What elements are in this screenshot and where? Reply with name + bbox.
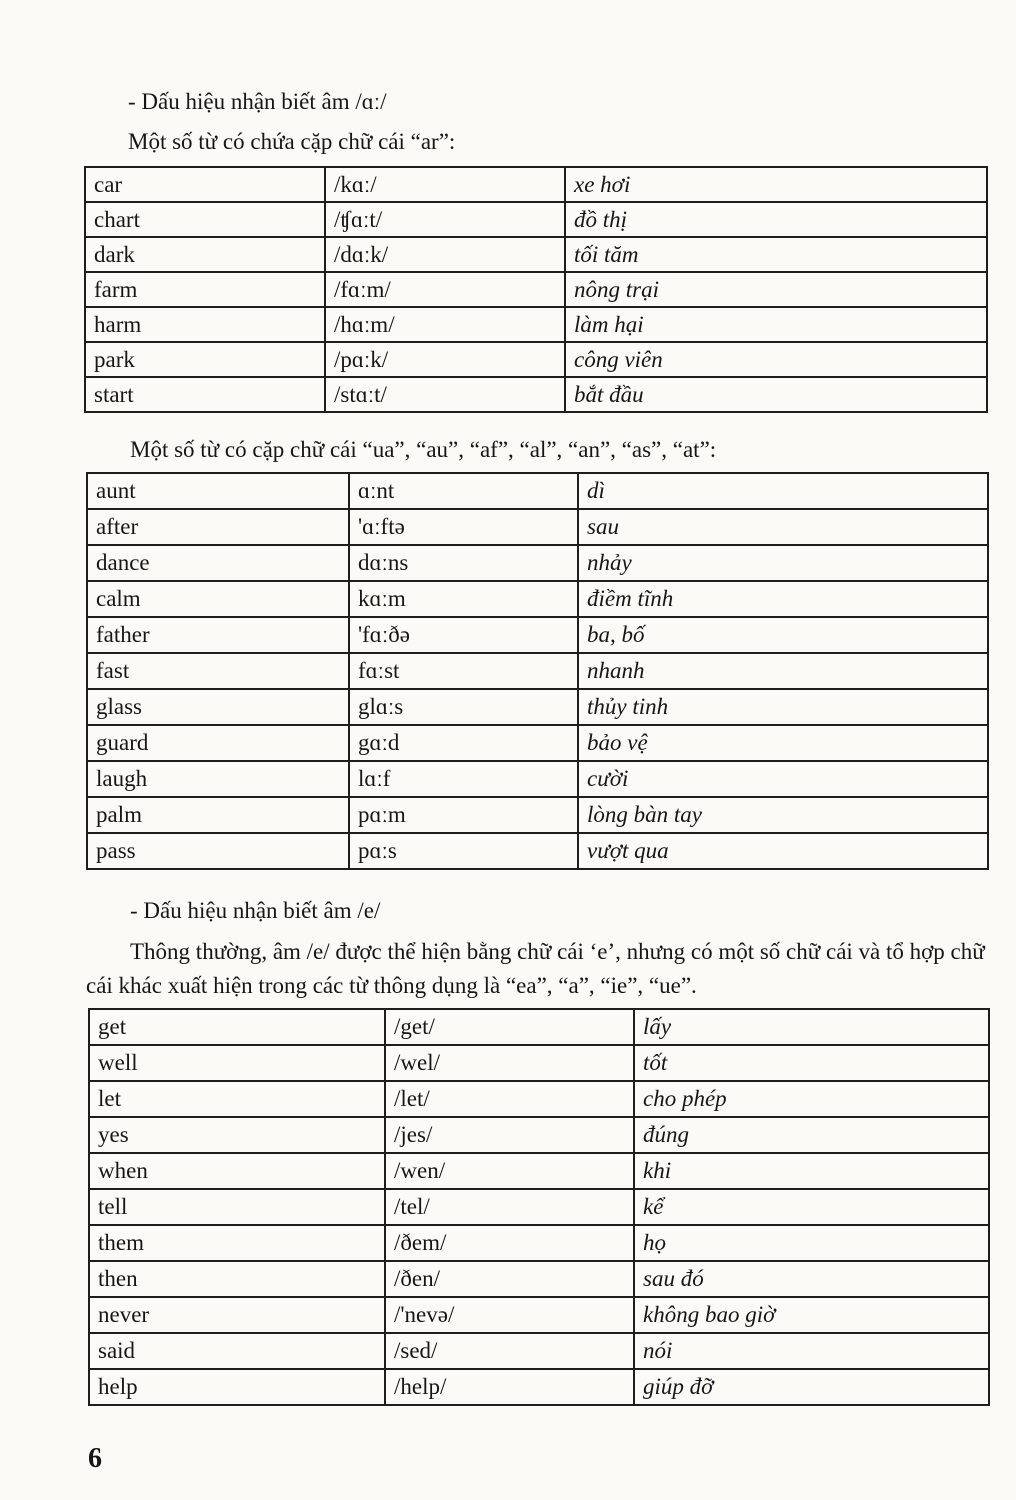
ipa-cell: ɑːnt [349,473,578,509]
ipa-cell: /pɑːk/ [325,342,565,377]
ipa-cell: /stɑːt/ [325,377,565,412]
word-cell: palm [87,797,349,833]
word-cell: when [89,1153,385,1189]
ipa-cell: /ʧɑːt/ [325,202,565,237]
table-row [89,1117,989,1153]
section-heading-e: - Dấu hiệu nhận biết âm /e/ [130,898,381,923]
table-row [85,237,987,272]
ipa-cell: /wel/ [385,1045,634,1081]
ipa-cell: /wen/ [385,1153,634,1189]
ipa-cell: /tel/ [385,1189,634,1225]
meaning-cell: xe hơi [565,167,987,202]
ipa-cell: /dɑːk/ [325,237,565,272]
word-cell: aunt [87,473,349,509]
table-row [87,509,988,545]
meaning-cell: tốt [634,1045,989,1081]
word-cell: dance [87,545,349,581]
intro-ar: Một số từ có chứa cặp chữ cái “ar”: [128,129,456,154]
word-cell: said [89,1333,385,1369]
ipa-cell: gɑːd [349,725,578,761]
word-cell: then [89,1261,385,1297]
table-row [89,1045,989,1081]
meaning-cell: cho phép [634,1081,989,1117]
meaning-cell: lấy [634,1009,989,1045]
table-row [87,797,988,833]
ipa-cell: /jes/ [385,1117,634,1153]
table-row [87,725,988,761]
ipa-cell: fɑːst [349,653,578,689]
word-cell: father [87,617,349,653]
meaning-cell: khi [634,1153,989,1189]
vocab-table-other [86,472,989,870]
word-cell: park [85,342,325,377]
word-cell: fast [87,653,349,689]
meaning-cell: kể [634,1189,989,1225]
word-cell: yes [89,1117,385,1153]
meaning-cell: bảo vệ [578,725,988,761]
table-row [85,342,987,377]
table-row [87,617,988,653]
word-cell: farm [85,272,325,307]
ipa-cell: /get/ [385,1009,634,1045]
meaning-cell: vượt qua [578,833,988,869]
table-row [89,1225,989,1261]
table-row [87,581,988,617]
meaning-cell: bắt đầu [565,377,987,412]
table-row [87,761,988,797]
ipa-cell: kɑːm [349,581,578,617]
word-cell: harm [85,307,325,342]
ipa-cell: /ðen/ [385,1261,634,1297]
meaning-cell: nói [634,1333,989,1369]
table-row [87,545,988,581]
meaning-cell: làm hại [565,307,987,342]
ipa-cell: 'fɑːðə [349,617,578,653]
intro-other-letters: Một số từ có cặp chữ cái “ua”, “au”, “af”, “al”, “an”, “as”, “at”: [130,437,717,462]
ipa-cell: /kɑː/ [325,167,565,202]
meaning-cell: cười [578,761,988,797]
meaning-cell: nhanh [578,653,988,689]
ipa-cell: /help/ [385,1369,634,1405]
table-row [89,1369,989,1405]
word-cell: help [89,1369,385,1405]
word-cell: glass [87,689,349,725]
ipa-cell: 'ɑːftə [349,509,578,545]
paragraph-e: Thông thường, âm /e/ được thể hiện bằng chữ cái ‘e’, nhưng có một số chữ cái và tổ hợp chữ cái khác xuất hiện trong các từ thông dụng là “ea”, “a”, “ie”, “ue”. [86,939,985,998]
ipa-cell: /hɑːm/ [325,307,565,342]
ipa-cell: pɑːm [349,797,578,833]
word-cell: get [89,1009,385,1045]
table-row [89,1333,989,1369]
word-cell: let [89,1081,385,1117]
table-row [89,1261,989,1297]
table-row [89,1081,989,1117]
word-cell: laugh [87,761,349,797]
word-cell: guard [87,725,349,761]
vocab-table-e [88,1008,990,1406]
ipa-cell: /sed/ [385,1333,634,1369]
meaning-cell: không bao giờ [634,1297,989,1333]
word-cell: dark [85,237,325,272]
ipa-cell: lɑːf [349,761,578,797]
page-number: 6 [88,1443,102,1474]
meaning-cell: sau [578,509,988,545]
table-row [89,1009,989,1045]
table-row [89,1153,989,1189]
ipa-cell: pɑːs [349,833,578,869]
meaning-cell: sau đó [634,1261,989,1297]
table-row [85,307,987,342]
meaning-cell: ba, bố [578,617,988,653]
table-row [85,377,987,412]
meaning-cell: giúp đỡ [634,1369,989,1405]
meaning-cell: nông trại [565,272,987,307]
meaning-cell: điềm tĩnh [578,581,988,617]
ipa-cell: dɑːns [349,545,578,581]
ipa-cell: /ðem/ [385,1225,634,1261]
ipa-cell: /let/ [385,1081,634,1117]
ipa-cell: /'nevə/ [385,1297,634,1333]
meaning-cell: công viên [565,342,987,377]
word-cell: pass [87,833,349,869]
vocab-table-ar [84,166,988,413]
word-cell: tell [89,1189,385,1225]
table-row [87,473,988,509]
word-cell: after [87,509,349,545]
word-cell: calm [87,581,349,617]
meaning-cell: họ [634,1225,989,1261]
table-row [89,1189,989,1225]
word-cell: well [89,1045,385,1081]
section-heading-a: - Dấu hiệu nhận biết âm /ɑː/ [128,89,387,114]
table-row [89,1297,989,1333]
table-row [87,653,988,689]
meaning-cell: đúng [634,1117,989,1153]
word-cell: car [85,167,325,202]
word-cell: never [89,1297,385,1333]
meaning-cell: nhảy [578,545,988,581]
table-row [85,167,987,202]
meaning-cell: dì [578,473,988,509]
meaning-cell: thủy tinh [578,689,988,725]
word-cell: chart [85,202,325,237]
table-row [85,202,987,237]
table-row [87,833,988,869]
ipa-cell: glɑːs [349,689,578,725]
meaning-cell: tối tăm [565,237,987,272]
word-cell: start [85,377,325,412]
ipa-cell: /fɑːm/ [325,272,565,307]
meaning-cell: lòng bàn tay [578,797,988,833]
meaning-cell: đồ thị [565,202,987,237]
table-row [85,272,987,307]
word-cell: them [89,1225,385,1261]
table-row [87,689,988,725]
